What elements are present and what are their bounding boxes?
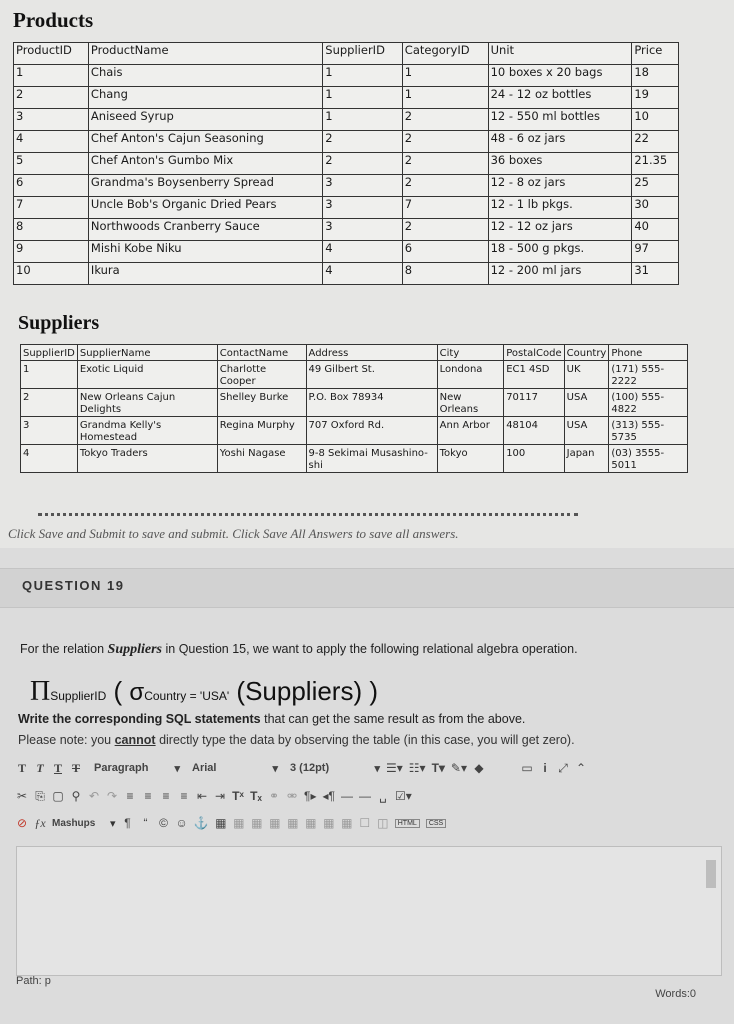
table-row xyxy=(14,131,679,153)
cut-icon[interactable]: ✂ xyxy=(16,789,28,803)
products-cell: 10 boxes x 20 bags xyxy=(488,65,632,87)
html-button[interactable]: HTML xyxy=(395,819,420,828)
selection-condition: Country = 'USA' xyxy=(144,689,230,703)
numbered-list-icon[interactable]: ☷▾ xyxy=(408,761,426,775)
table-merge-icon[interactable]: ▦ xyxy=(287,816,299,830)
products-cell: 40 xyxy=(632,219,679,241)
align-center-icon[interactable]: ≡ xyxy=(144,789,152,803)
preview-icon[interactable]: ▭ xyxy=(521,761,533,775)
products-cell: 7 xyxy=(402,197,488,219)
suppliers-title: Suppliers xyxy=(18,312,100,334)
highlight-icon[interactable]: ✎▾ xyxy=(450,761,467,775)
record-icon[interactable]: ⊘ xyxy=(16,816,28,830)
products-cell: 12 - 1 lb pkgs. xyxy=(488,197,632,219)
suppliers-header-cell: City xyxy=(437,345,504,361)
suppliers-table xyxy=(20,344,688,473)
products-cell: Mishi Kobe Niku xyxy=(88,241,322,263)
products-cell: 4 xyxy=(14,131,89,153)
copyright-icon[interactable]: © xyxy=(159,816,168,830)
table-row xyxy=(14,153,679,175)
box-icon[interactable]: ☐ xyxy=(359,816,371,830)
products-cell: 1 xyxy=(323,65,403,87)
chevron-down-icon: ▾ xyxy=(374,762,380,775)
emoticon-icon[interactable]: ☺ xyxy=(175,816,188,830)
horizontal-rule-icon[interactable]: — xyxy=(340,789,353,803)
table-cell-icon[interactable]: ▦ xyxy=(269,816,281,830)
suppliers-cell: Tokyo Traders xyxy=(77,445,217,473)
products-cell: 19 xyxy=(632,87,679,109)
table-row xyxy=(14,241,679,263)
strikethrough-button[interactable]: T xyxy=(71,760,80,775)
suppliers-cell: (100) 555-4822 xyxy=(609,389,688,417)
products-cell: 2 xyxy=(402,153,488,175)
products-cell: 97 xyxy=(632,241,679,263)
css-button[interactable]: CSS xyxy=(426,819,446,828)
products-cell: 30 xyxy=(632,197,679,219)
suppliers-cell: Japan xyxy=(564,445,609,473)
projection-symbol: Π xyxy=(30,676,51,707)
products-cell: 1 xyxy=(402,65,488,87)
products-cell: 25 xyxy=(632,175,679,197)
products-cell: Chef Anton's Cajun Seasoning xyxy=(88,131,322,153)
box2-icon[interactable]: ◫ xyxy=(377,816,389,830)
products-cell: 8 xyxy=(14,219,89,241)
suppliers-header-cell: Phone xyxy=(609,345,688,361)
unlink-icon[interactable]: ⚮ xyxy=(286,789,298,803)
font-select[interactable]: Arial ▾ xyxy=(192,762,278,775)
products-cell: 6 xyxy=(14,175,89,197)
products-cell: Chais xyxy=(88,65,322,87)
products-cell: 21.35 xyxy=(632,153,679,175)
chevron-down-icon: ▾ xyxy=(110,817,116,830)
justify-icon[interactable]: ≡ xyxy=(180,789,188,803)
products-cell: 24 - 12 oz bottles xyxy=(488,87,632,109)
products-cell: 1 xyxy=(14,65,89,87)
bullet-list-icon[interactable]: ☰▾ xyxy=(386,761,403,775)
products-header-cell: SupplierID xyxy=(323,43,403,65)
products-cell: 12 - 8 oz jars xyxy=(488,175,632,197)
products-cell: 10 xyxy=(14,263,89,285)
products-cell: 2 xyxy=(402,219,488,241)
suppliers-cell: New Orleans xyxy=(437,389,504,417)
products-cell: 31 xyxy=(632,263,679,285)
quote-icon[interactable]: “ xyxy=(143,816,148,830)
link-icon[interactable]: ⚭ xyxy=(268,789,280,803)
products-cell: 1 xyxy=(323,87,403,109)
products-header-cell: ProductName xyxy=(88,43,322,65)
suppliers-cell: 2 xyxy=(21,389,78,417)
suppliers-cell: 48104 xyxy=(504,417,564,445)
products-header-cell: ProductID xyxy=(14,43,89,65)
editor-path: Path: p xyxy=(16,975,51,987)
suppliers-cell: EC1 4SD xyxy=(504,361,564,389)
align-right-icon[interactable]: ≡ xyxy=(162,789,170,803)
selection-symbol: σ xyxy=(129,679,145,706)
products-cell: 5 xyxy=(14,153,89,175)
products-cell: 2 xyxy=(402,131,488,153)
subscript-icon[interactable]: Tₓ xyxy=(250,789,262,803)
table-row xyxy=(14,87,679,109)
products-cell: 3 xyxy=(323,197,403,219)
products-cell: 1 xyxy=(323,109,403,131)
underline-button[interactable]: T xyxy=(53,760,62,775)
products-cell: 36 boxes xyxy=(488,153,632,175)
redo-icon[interactable]: ↷ xyxy=(106,789,118,803)
products-cell: Northwoods Cranberry Sauce xyxy=(88,219,322,241)
products-cell: Ikura xyxy=(88,263,322,285)
suppliers-cell: P.O. Box 78934 xyxy=(306,389,437,417)
table-row xyxy=(14,65,679,87)
suppliers-cell: Shelley Burke xyxy=(217,389,306,417)
suppliers-cell: 9-8 Sekimai Musashino-shi xyxy=(306,445,437,473)
undo-icon[interactable]: ↶ xyxy=(88,789,100,803)
suppliers-cell: 4 xyxy=(21,445,78,473)
products-cell: Uncle Bob's Organic Dried Pears xyxy=(88,197,322,219)
products-cell: 12 - 200 ml jars xyxy=(488,263,632,285)
table-row-icon[interactable]: ▦ xyxy=(233,816,245,830)
superscript-icon[interactable]: Tˣ xyxy=(232,789,244,803)
table-row xyxy=(14,263,679,285)
suppliers-cell: (171) 555-2222 xyxy=(609,361,688,389)
suppliers-header-cell: PostalCode xyxy=(504,345,564,361)
question-label: QUESTION 19 xyxy=(22,578,125,593)
suppliers-header-cell: SupplierID xyxy=(21,345,78,361)
products-cell: 10 xyxy=(632,109,679,131)
products-cell: 3 xyxy=(14,109,89,131)
products-cell: 4 xyxy=(323,241,403,263)
suppliers-cell: 49 Gilbert St. xyxy=(306,361,437,389)
info-icon[interactable]: i xyxy=(543,761,547,775)
products-cell: 2 xyxy=(14,87,89,109)
suppliers-cell: UK xyxy=(564,361,609,389)
formula-icon[interactable]: ƒx xyxy=(34,815,46,830)
products-cell: 22 xyxy=(632,131,679,153)
products-cell: 2 xyxy=(402,109,488,131)
products-header-cell: Price xyxy=(632,43,679,65)
products-header-cell: Unit xyxy=(488,43,632,65)
suppliers-header-cell: Address xyxy=(306,345,437,361)
table-row xyxy=(21,361,688,389)
products-cell: 9 xyxy=(14,241,89,263)
products-cell: 18 xyxy=(632,65,679,87)
answer-editor[interactable] xyxy=(16,846,722,976)
table-row xyxy=(14,109,679,131)
products-cell: Chang xyxy=(88,87,322,109)
products-cell: 2 xyxy=(402,175,488,197)
suppliers-cell: Charlotte Cooper xyxy=(217,361,306,389)
table-props-icon[interactable]: ▦ xyxy=(341,816,353,830)
relational-algebra-expression: ΠSupplierID ( σCountry = 'USA' (Suppliers) ) xyxy=(30,676,379,707)
nonbreaking-space-icon[interactable]: ␣ xyxy=(379,789,387,803)
line-icon[interactable]: — xyxy=(358,789,371,803)
question-intro: For the relation Suppliers in Question 15, we want to apply the following relational algebra operation. xyxy=(20,642,578,657)
table-split-icon[interactable]: ▦ xyxy=(305,816,317,830)
note-text: Please note: you cannot directly type the data by observing the table (in this case, you will get zero). xyxy=(18,733,575,747)
chevron-down-icon: ▾ xyxy=(272,762,278,775)
suppliers-cell: 70117 xyxy=(504,389,564,417)
table-row xyxy=(21,417,688,445)
suppliers-header-cell: Country xyxy=(564,345,609,361)
suppliers-cell: 707 Oxford Rd. xyxy=(306,417,437,445)
editor-toolbar-row-2 xyxy=(16,785,412,807)
products-cell: Chef Anton's Gumbo Mix xyxy=(88,153,322,175)
word-count: Words:0 xyxy=(655,988,696,1000)
paragraph-mark-icon[interactable]: ¶ xyxy=(124,816,131,830)
copy-icon[interactable]: ⎘ xyxy=(35,788,45,803)
collapse-icon[interactable]: ⌃ xyxy=(575,761,587,775)
products-cell: 6 xyxy=(402,241,488,263)
paragraph-select[interactable]: Paragraph ▾ xyxy=(94,762,180,775)
suppliers-cell: Exotic Liquid xyxy=(77,361,217,389)
products-cell: 8 xyxy=(402,263,488,285)
products-cell: 3 xyxy=(323,219,403,241)
relation-operand: (Suppliers) xyxy=(236,676,363,706)
suppliers-cell: 1 xyxy=(21,361,78,389)
table-col-icon[interactable]: ▦ xyxy=(251,816,263,830)
products-cell: 12 - 12 oz jars xyxy=(488,219,632,241)
products-cell: 2 xyxy=(323,131,403,153)
products-cell: 3 xyxy=(323,175,403,197)
sql-prompt: Write the corresponding SQL statements that can get the same result as from the above. xyxy=(18,712,526,726)
suppliers-header-cell: SupplierName xyxy=(77,345,217,361)
products-table xyxy=(13,42,679,285)
products-header-cell: CategoryID xyxy=(402,43,488,65)
table-icon[interactable]: ▦ xyxy=(215,816,227,830)
eraser-icon[interactable]: ◆ xyxy=(474,761,484,775)
products-cell: 2 xyxy=(323,153,403,175)
products-cell: 1 xyxy=(402,87,488,109)
ltr-icon[interactable]: ¶▸ xyxy=(304,789,317,803)
products-cell: 7 xyxy=(14,197,89,219)
suppliers-cell: Tokyo xyxy=(437,445,504,473)
editor-toolbar-row-1 xyxy=(16,757,587,779)
font-size-select[interactable]: 3 (12pt) ▾ xyxy=(290,762,380,775)
rtl-icon[interactable]: ◂¶ xyxy=(322,789,335,803)
table-row xyxy=(21,445,688,473)
suppliers-cell: (313) 555-5735 xyxy=(609,417,688,445)
align-left-icon[interactable]: ≡ xyxy=(126,789,134,803)
suppliers-cell: Grandma Kelly's Homestead xyxy=(77,417,217,445)
relation-name: Suppliers xyxy=(107,642,163,657)
suppliers-cell: Londona xyxy=(437,361,504,389)
text-color-icon[interactable]: T▾ xyxy=(431,761,445,775)
products-cell: Aniseed Syrup xyxy=(88,109,322,131)
outdent-icon[interactable]: ⇤ xyxy=(196,789,208,803)
suppliers-cell: USA xyxy=(564,389,609,417)
suppliers-cell: 3 xyxy=(21,417,78,445)
fullscreen-icon[interactable]: ⤢ xyxy=(558,760,568,775)
table-row xyxy=(21,389,688,417)
projection-attribute: SupplierID xyxy=(50,689,107,703)
scrollbar-thumb[interactable] xyxy=(706,860,716,888)
table-row xyxy=(14,197,679,219)
truncated-text-line xyxy=(38,513,578,520)
suppliers-cell: Regina Murphy xyxy=(217,417,306,445)
products-cell: Grandma's Boysenberry Spread xyxy=(88,175,322,197)
editor-toolbar-row-3 xyxy=(16,812,446,834)
products-title: Products xyxy=(13,8,94,32)
table-row xyxy=(14,219,679,241)
paste-icon[interactable]: ▢ xyxy=(52,789,64,803)
suppliers-cell: USA xyxy=(564,417,609,445)
chevron-down-icon: ▾ xyxy=(174,762,180,775)
indent-icon[interactable]: ⇥ xyxy=(214,789,226,803)
suppliers-cell: (03) 3555-5011 xyxy=(609,445,688,473)
suppliers-cell: Yoshi Nagase xyxy=(217,445,306,473)
bold-button[interactable]: T xyxy=(17,760,26,775)
suppliers-cell: New Orleans Cajun Delights xyxy=(77,389,217,417)
table-row xyxy=(14,175,679,197)
suppliers-cell: 100 xyxy=(504,445,564,473)
italic-button[interactable]: T xyxy=(36,760,44,775)
anchor-icon[interactable]: ⚓ xyxy=(193,816,209,830)
save-instructions: Click Save and Submit to save and submit. Click Save All Answers to save all answers. xyxy=(8,526,459,541)
products-cell: 12 - 550 ml bottles xyxy=(488,109,632,131)
spellcheck-icon[interactable]: ☑▾ xyxy=(394,789,412,803)
mashups-select[interactable]: Mashups xyxy=(52,817,96,829)
products-cell: 48 - 6 oz jars xyxy=(488,131,632,153)
suppliers-cell: Ann Arbor xyxy=(437,417,504,445)
suppliers-header-cell: ContactName xyxy=(217,345,306,361)
products-cell: 4 xyxy=(323,263,403,285)
find-icon[interactable]: ⚲ xyxy=(71,789,81,803)
table-delete-icon[interactable]: ▦ xyxy=(323,816,335,830)
products-cell: 18 - 500 g pkgs. xyxy=(488,241,632,263)
